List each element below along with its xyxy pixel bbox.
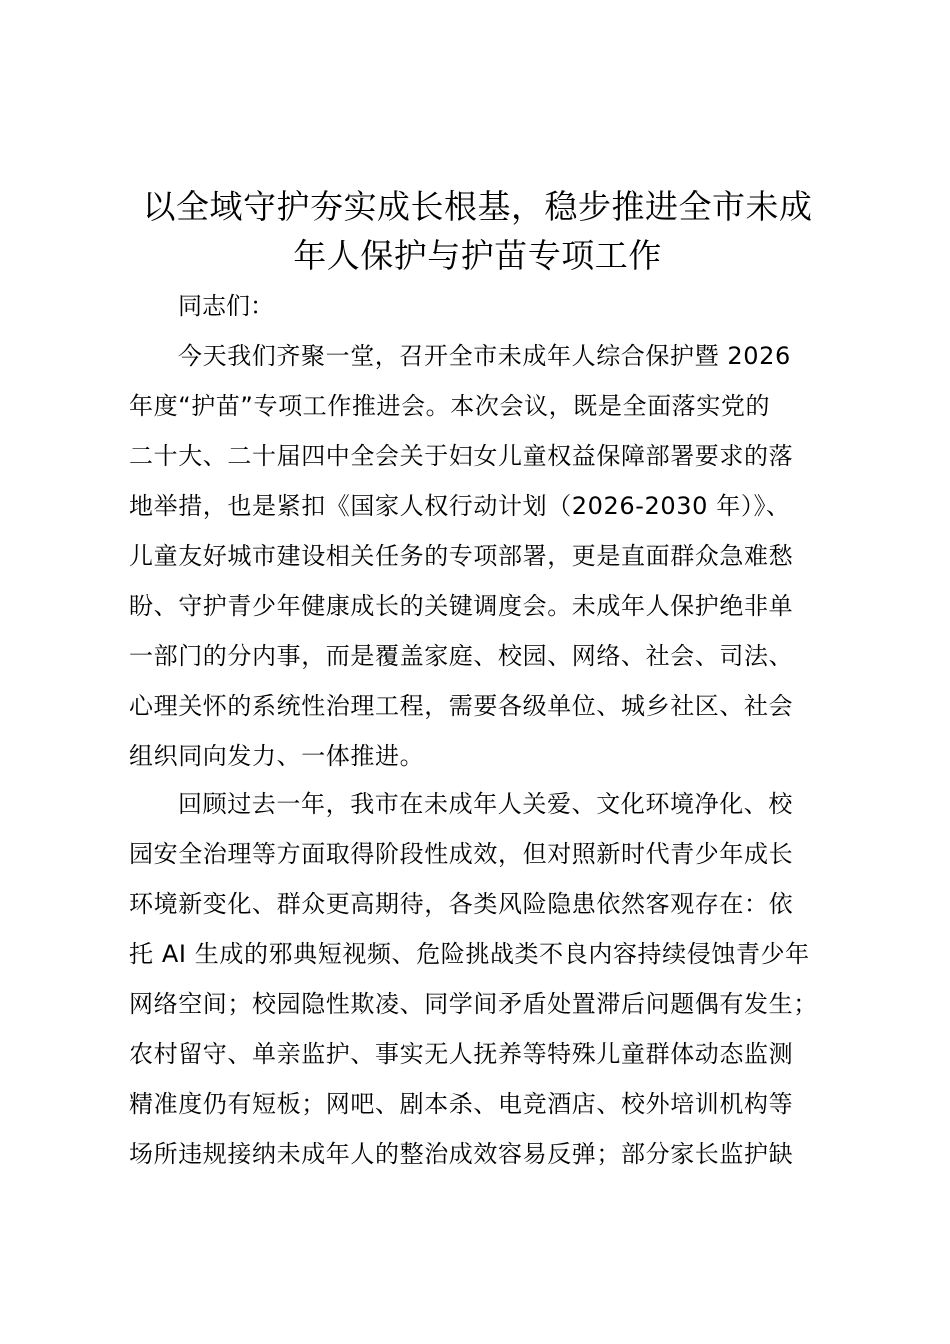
paragraph-line: 托 AI 生成的邪典短视频、危险挑战类不良内容持续侵蚀青少年 xyxy=(129,940,810,968)
paragraph-line: 场所违规接纳未成年人的整治成效容易反弹；部分家长监护缺 xyxy=(129,1140,794,1168)
paragraph-line: 组织同向发力、一体推进。 xyxy=(129,742,425,770)
paragraph-2 xyxy=(129,784,859,1184)
paragraph-line: 一部门的分内事，而是覆盖家庭、校园、网络、社会、司法、 xyxy=(129,642,794,670)
paragraph-line: 精准度仍有短板；网吧、剧本杀、电竞酒店、校外培训机构等 xyxy=(129,1090,794,1118)
document-title xyxy=(100,182,855,280)
paragraph-line: 盼、守护青少年健康成长的关键调度会。未成年人保护绝非单 xyxy=(129,592,794,620)
paragraph-line: 年度“护苗”专项工作推进会。本次会议，既是全面落实党的 xyxy=(129,392,771,420)
paragraph-1 xyxy=(129,336,859,786)
paragraph-line: 今天我们齐聚一堂，召开全市未成年人综合保护暨 2026 xyxy=(178,342,791,370)
greeting: 同志们： xyxy=(178,292,274,320)
paragraph-line: 回顾过去一年，我市在未成年人关爱、文化环境净化、校 xyxy=(178,790,793,818)
title-line: 年人保护与护苗专项工作 xyxy=(293,236,662,275)
paragraph-line: 心理关怀的系统性治理工程，需要各级单位、城乡社区、社会 xyxy=(129,692,794,720)
paragraph-line: 地举措，也是紧扣《国家人权行动计划（2026-2030 年）》、 xyxy=(129,492,791,520)
paragraph-line: 网络空间；校园隐性欺凌、同学间矛盾处置滞后问题偶有发生； xyxy=(129,990,818,1018)
paragraph-line: 二十大、二十届四中全会关于妇女儿童权益保障部署要求的落 xyxy=(129,442,794,470)
paragraph-line: 儿童友好城市建设相关任务的专项部署，更是直面群众急难愁 xyxy=(129,542,794,570)
paragraph-line: 农村留守、单亲监护、事实无人抚养等特殊儿童群体动态监测 xyxy=(129,1040,794,1068)
paragraph-line: 园安全治理等方面取得阶段性成效，但对照新时代青少年成长 xyxy=(129,840,794,868)
paragraph-line: 环境新变化、群众更高期待，各类风险隐患依然客观存在：依 xyxy=(129,890,794,918)
title-line: 以全域守护夯实成长根基，稳步推进全市未成 xyxy=(142,187,813,226)
